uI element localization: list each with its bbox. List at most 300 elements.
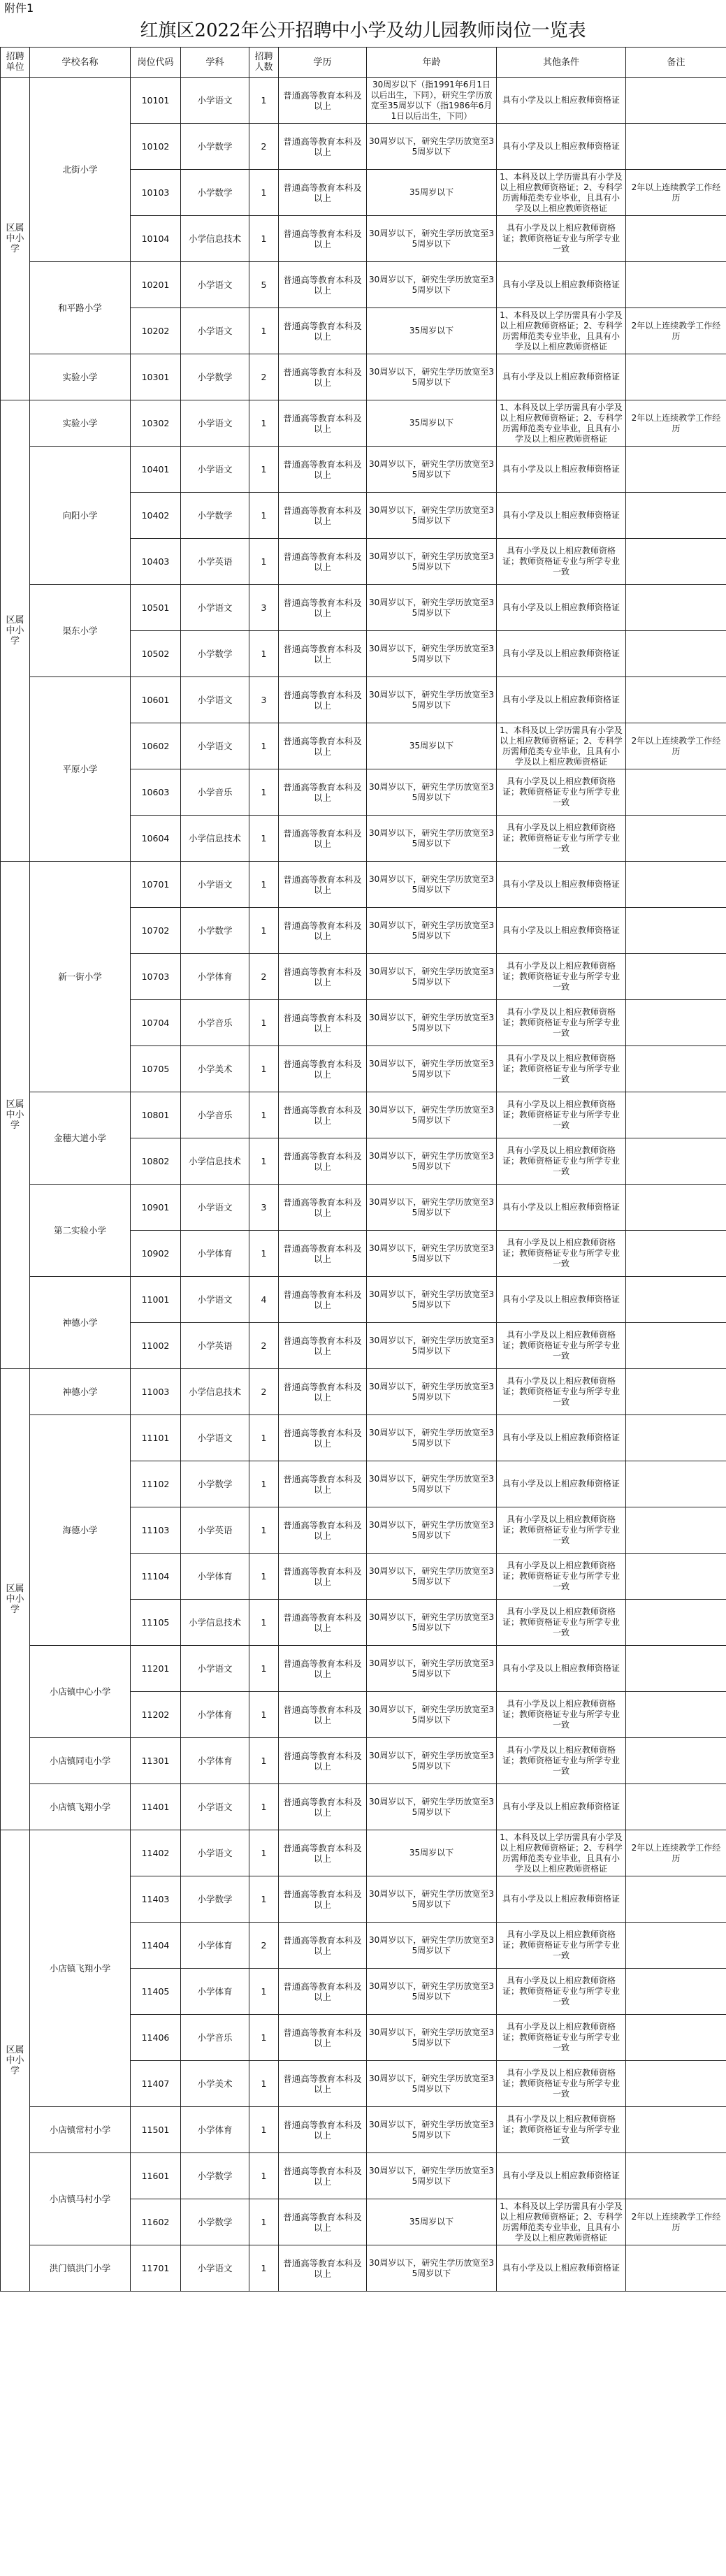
headcount-cell: 1 <box>249 170 279 216</box>
education-cell: 普通高等教育本科及以上 <box>279 1923 367 1969</box>
subject-cell: 小学语文 <box>181 862 249 908</box>
age-cell: 30周岁以下，研究生学历放宽至35周岁以下 <box>367 354 497 400</box>
remarks-cell <box>626 1000 726 1046</box>
table-row <box>1 677 726 723</box>
age-cell: 30周岁以下，研究生学历放宽至35周岁以下 <box>367 1600 497 1646</box>
position-code-cell: 10705 <box>131 1046 181 1092</box>
conditions-cell: 具有小学及以上相应教师资格证；教师资格证专业与所学专业一致 <box>497 1554 626 1600</box>
education-cell: 普通高等教育本科及以上 <box>279 2015 367 2061</box>
remarks-cell <box>626 493 726 539</box>
conditions-cell: 具有小学及以上相应教师资格证；教师资格证专业与所学专业一致 <box>497 2107 626 2153</box>
education-cell: 普通高等教育本科及以上 <box>279 908 367 954</box>
table-row <box>1 447 726 493</box>
remarks-cell <box>626 539 726 585</box>
remarks-cell <box>626 677 726 723</box>
subject-cell: 小学音乐 <box>181 1000 249 1046</box>
remarks-cell <box>626 1046 726 1092</box>
subject-cell: 小学数学 <box>181 124 249 170</box>
subject-cell: 小学音乐 <box>181 769 249 816</box>
position-code-cell: 10103 <box>131 170 181 216</box>
education-cell: 普通高等教育本科及以上 <box>279 1876 367 1923</box>
conditions-cell: 具有小学及以上相应教师资格证；教师资格证专业与所学专业一致 <box>497 1138 626 1185</box>
position-code-cell: 10201 <box>131 262 181 308</box>
remarks-cell <box>626 354 726 400</box>
subject-cell: 小学语文 <box>181 308 249 354</box>
education-cell: 普通高等教育本科及以上 <box>279 78 367 124</box>
education-cell: 普通高等教育本科及以上 <box>279 493 367 539</box>
conditions-cell: 1、本科及以上学历需具有小学及以上相应教师资格证；2、专科学历需师范类专业毕业，且具有小学及以上相应教师资格证 <box>497 308 626 354</box>
subject-cell: 小学美术 <box>181 2061 249 2107</box>
age-cell: 30周岁以下，研究生学历放宽至35周岁以下 <box>367 1277 497 1323</box>
education-cell: 普通高等教育本科及以上 <box>279 1000 367 1046</box>
headcount-cell: 3 <box>249 1185 279 1231</box>
headcount-cell: 1 <box>249 216 279 262</box>
col-header-remarks: 备注 <box>626 48 726 78</box>
headcount-cell: 1 <box>249 1784 279 1830</box>
education-cell: 普通高等教育本科及以上 <box>279 2153 367 2199</box>
age-cell: 35周岁以下 <box>367 170 497 216</box>
conditions-cell: 具有小学及以上相应教师资格证；教师资格证专业与所学专业一致 <box>497 1600 626 1646</box>
subject-cell: 小学语文 <box>181 400 249 447</box>
conditions-cell: 具有小学及以上相应教师资格证 <box>497 1461 626 1507</box>
school-name-cell: 小店镇飞翔小学 <box>30 1830 131 2107</box>
subject-cell: 小学数学 <box>181 631 249 677</box>
conditions-cell: 具有小学及以上相应教师资格证；教师资格证专业与所学专业一致 <box>497 1369 626 1415</box>
age-cell: 30周岁以下，研究生学历放宽至35周岁以下 <box>367 539 497 585</box>
position-code-cell: 10801 <box>131 1092 181 1138</box>
education-cell: 普通高等教育本科及以上 <box>279 1277 367 1323</box>
school-name-cell: 小店镇中心小学 <box>30 1646 131 1738</box>
headcount-cell: 1 <box>249 862 279 908</box>
education-cell: 普通高等教育本科及以上 <box>279 1138 367 1185</box>
table-row <box>1 400 726 447</box>
remarks-cell <box>626 1969 726 2015</box>
school-name-cell: 第二实验小学 <box>30 1185 131 1277</box>
age-cell: 30周岁以下，研究生学历放宽至35周岁以下 <box>367 1507 497 1554</box>
conditions-cell: 具有小学及以上相应教师资格证；教师资格证专业与所学专业一致 <box>497 2061 626 2107</box>
school-name-cell: 金穗大道小学 <box>30 1092 131 1185</box>
headcount-cell: 1 <box>249 2107 279 2153</box>
headcount-cell: 1 <box>249 308 279 354</box>
remarks-cell <box>626 2061 726 2107</box>
subject-cell: 小学语文 <box>181 1277 249 1323</box>
education-cell: 普通高等教育本科及以上 <box>279 2107 367 2153</box>
position-code-cell: 11104 <box>131 1554 181 1600</box>
position-code-cell: 11105 <box>131 1600 181 1646</box>
school-name-cell: 神德小学 <box>30 1369 131 1415</box>
col-header-school: 学校名称 <box>30 48 131 78</box>
subject-cell: 小学语文 <box>181 1784 249 1830</box>
age-cell: 30周岁以下，研究生学历放宽至35周岁以下 <box>367 1185 497 1231</box>
subject-cell: 小学数学 <box>181 2153 249 2199</box>
subject-cell: 小学语文 <box>181 1830 249 1876</box>
conditions-cell: 1、本科及以上学历需具有小学及以上相应教师资格证；2、专科学历需师范类专业毕业，且具有小学及以上相应教师资格证 <box>497 723 626 769</box>
education-cell: 普通高等教育本科及以上 <box>279 2061 367 2107</box>
conditions-cell: 具有小学及以上相应教师资格证；教师资格证专业与所学专业一致 <box>497 816 626 862</box>
conditions-cell: 具有小学及以上相应教师资格证；教师资格证专业与所学专业一致 <box>497 1969 626 2015</box>
conditions-cell: 具有小学及以上相应教师资格证 <box>497 585 626 631</box>
subject-cell: 小学语文 <box>181 447 249 493</box>
age-cell: 30周岁以下，研究生学历放宽至35周岁以下 <box>367 1138 497 1185</box>
position-code-cell: 10302 <box>131 400 181 447</box>
headcount-cell: 1 <box>249 2199 279 2245</box>
position-code-cell: 11405 <box>131 1969 181 2015</box>
headcount-cell: 1 <box>249 1461 279 1507</box>
remarks-cell <box>626 1923 726 1969</box>
age-cell: 30周岁以下，研究生学历放宽至35周岁以下 <box>367 1646 497 1692</box>
subject-cell: 小学体育 <box>181 2107 249 2153</box>
conditions-cell: 具有小学及以上相应教师资格证 <box>497 677 626 723</box>
age-cell: 30周岁以下，研究生学历放宽至35周岁以下 <box>367 677 497 723</box>
education-cell: 普通高等教育本科及以上 <box>279 400 367 447</box>
conditions-cell: 具有小学及以上相应教师资格证 <box>497 1876 626 1923</box>
education-cell: 普通高等教育本科及以上 <box>279 539 367 585</box>
remarks-cell <box>626 2015 726 2061</box>
page-title: 红旗区2022年公开招聘中小学及幼儿园教师岗位一览表 <box>140 20 586 41</box>
remarks-cell <box>626 816 726 862</box>
age-cell: 30周岁以下，研究生学历放宽至35周岁以下 <box>367 493 497 539</box>
position-code-cell: 10703 <box>131 954 181 1000</box>
position-code-cell: 11102 <box>131 1461 181 1507</box>
conditions-cell: 1、本科及以上学历需具有小学及以上相应教师资格证；2、专科学历需师范类专业毕业，且具有小学及以上相应教师资格证 <box>497 2199 626 2245</box>
conditions-cell: 具有小学及以上相应教师资格证；教师资格证专业与所学专业一致 <box>497 1000 626 1046</box>
school-name-cell: 平原小学 <box>30 677 131 862</box>
headcount-cell: 1 <box>249 1046 279 1092</box>
conditions-cell: 具有小学及以上相应教师资格证 <box>497 1277 626 1323</box>
subject-cell: 小学信息技术 <box>181 216 249 262</box>
headcount-cell: 2 <box>249 1323 279 1369</box>
age-cell: 30周岁以下，研究生学历放宽至35周岁以下 <box>367 2061 497 2107</box>
headcount-cell: 1 <box>249 447 279 493</box>
remarks-cell <box>626 1461 726 1507</box>
subject-cell: 小学信息技术 <box>181 1138 249 1185</box>
subject-cell: 小学体育 <box>181 1738 249 1784</box>
age-cell: 30周岁以下（指1991年6月1日以后出生，下同），研究生学历放宽至35周岁以下（指1986年6月1日以后出生，下同） <box>367 78 497 124</box>
position-code-cell: 10704 <box>131 1000 181 1046</box>
conditions-cell: 具有小学及以上相应教师资格证；教师资格证专业与所学专业一致 <box>497 954 626 1000</box>
school-name-cell: 小店镇同屯小学 <box>30 1738 131 1784</box>
subject-cell: 小学信息技术 <box>181 1600 249 1646</box>
remarks-cell: 2年以上连续教学工作经历 <box>626 723 726 769</box>
remarks-cell <box>626 1369 726 1415</box>
table-row <box>1 1830 726 1876</box>
subject-cell: 小学英语 <box>181 1323 249 1369</box>
subject-cell: 小学体育 <box>181 1231 249 1277</box>
subject-cell: 小学体育 <box>181 1969 249 2015</box>
position-code-cell: 10604 <box>131 816 181 862</box>
education-cell: 普通高等教育本科及以上 <box>279 308 367 354</box>
subject-cell: 小学数学 <box>181 2199 249 2245</box>
position-code-cell: 11103 <box>131 1507 181 1554</box>
education-cell: 普通高等教育本科及以上 <box>279 1692 367 1738</box>
table-row <box>1 1784 726 1830</box>
conditions-cell: 具有小学及以上相应教师资格证 <box>497 78 626 124</box>
education-cell: 普通高等教育本科及以上 <box>279 354 367 400</box>
subject-cell: 小学数学 <box>181 493 249 539</box>
position-code-cell: 10104 <box>131 216 181 262</box>
headcount-cell: 1 <box>249 1231 279 1277</box>
remarks-cell <box>626 908 726 954</box>
remarks-cell <box>626 1507 726 1554</box>
remarks-cell <box>626 862 726 908</box>
age-cell: 30周岁以下，研究生学历放宽至35周岁以下 <box>367 447 497 493</box>
conditions-cell: 具有小学及以上相应教师资格证 <box>497 447 626 493</box>
subject-cell: 小学语文 <box>181 585 249 631</box>
remarks-cell <box>626 2107 726 2153</box>
education-cell: 普通高等教育本科及以上 <box>279 1738 367 1784</box>
remarks-cell <box>626 631 726 677</box>
headcount-cell: 1 <box>249 1738 279 1784</box>
subject-cell: 小学音乐 <box>181 1092 249 1138</box>
headcount-cell: 2 <box>249 1369 279 1415</box>
headcount-cell: 1 <box>249 2153 279 2199</box>
subject-cell: 小学音乐 <box>181 2015 249 2061</box>
headcount-cell: 1 <box>249 2061 279 2107</box>
headcount-cell: 1 <box>249 400 279 447</box>
table-row <box>1 1277 726 1323</box>
education-cell: 普通高等教育本科及以上 <box>279 124 367 170</box>
subject-cell: 小学数学 <box>181 1876 249 1923</box>
conditions-cell: 具有小学及以上相应教师资格证 <box>497 493 626 539</box>
remarks-cell: 2年以上连续教学工作经历 <box>626 170 726 216</box>
headcount-cell: 1 <box>249 1092 279 1138</box>
age-cell: 30周岁以下，研究生学历放宽至35周岁以下 <box>367 816 497 862</box>
position-code-cell: 10603 <box>131 769 181 816</box>
education-cell: 普通高等教育本科及以上 <box>279 816 367 862</box>
age-cell: 30周岁以下，研究生学历放宽至35周岁以下 <box>367 1092 497 1138</box>
remarks-cell <box>626 1600 726 1646</box>
unit-cell: 区属中小学 <box>1 1830 30 2292</box>
subject-cell: 小学语文 <box>181 1646 249 1692</box>
attachment-label: 附件1 <box>4 1 34 15</box>
remarks-cell <box>626 1646 726 1692</box>
headcount-cell: 1 <box>249 1507 279 1554</box>
age-cell: 30周岁以下，研究生学历放宽至35周岁以下 <box>367 631 497 677</box>
remarks-cell <box>626 1554 726 1600</box>
position-code-cell: 11406 <box>131 2015 181 2061</box>
conditions-cell: 1、本科及以上学历需具有小学及以上相应教师资格证；2、专科学历需师范类专业毕业，且具有小学及以上相应教师资格证 <box>497 170 626 216</box>
conditions-cell: 具有小学及以上相应教师资格证；教师资格证专业与所学专业一致 <box>497 1231 626 1277</box>
age-cell: 30周岁以下，研究生学历放宽至35周岁以下 <box>367 2107 497 2153</box>
conditions-cell: 具有小学及以上相应教师资格证 <box>497 631 626 677</box>
age-cell: 35周岁以下 <box>367 308 497 354</box>
headcount-cell: 1 <box>249 493 279 539</box>
remarks-cell: 2年以上连续教学工作经历 <box>626 308 726 354</box>
conditions-cell: 具有小学及以上相应教师资格证 <box>497 908 626 954</box>
school-name-cell: 实验小学 <box>30 400 131 447</box>
position-code-cell: 11403 <box>131 1876 181 1923</box>
school-name-cell: 神德小学 <box>30 1277 131 1369</box>
table-row <box>1 2153 726 2199</box>
conditions-cell: 具有小学及以上相应教师资格证；教师资格证专业与所学专业一致 <box>497 1507 626 1554</box>
headcount-cell: 5 <box>249 262 279 308</box>
remarks-cell: 2年以上连续教学工作经历 <box>626 1830 726 1876</box>
remarks-cell <box>626 2153 726 2199</box>
conditions-cell: 具有小学及以上相应教师资格证 <box>497 262 626 308</box>
remarks-cell <box>626 1784 726 1830</box>
col-header-code: 岗位代码 <box>131 48 181 78</box>
age-cell: 35周岁以下 <box>367 400 497 447</box>
conditions-cell: 具有小学及以上相应教师资格证；教师资格证专业与所学专业一致 <box>497 2015 626 2061</box>
recruitment-table <box>0 47 726 2292</box>
headcount-cell: 1 <box>249 1415 279 1461</box>
headcount-cell: 1 <box>249 1600 279 1646</box>
school-name-cell: 新一街小学 <box>30 862 131 1092</box>
age-cell: 35周岁以下 <box>367 723 497 769</box>
headcount-cell: 1 <box>249 769 279 816</box>
remarks-cell <box>626 1415 726 1461</box>
remarks-cell <box>626 1692 726 1738</box>
position-code-cell: 11202 <box>131 1692 181 1738</box>
age-cell: 30周岁以下，研究生学历放宽至35周岁以下 <box>367 1923 497 1969</box>
table-row <box>1 262 726 308</box>
unit-cell: 区属中小学 <box>1 400 30 862</box>
age-cell: 30周岁以下，研究生学历放宽至35周岁以下 <box>367 2153 497 2199</box>
position-code-cell: 11601 <box>131 2153 181 2199</box>
position-code-cell: 11407 <box>131 2061 181 2107</box>
age-cell: 30周岁以下，研究生学历放宽至35周岁以下 <box>367 2245 497 2292</box>
headcount-cell: 1 <box>249 539 279 585</box>
school-name-cell: 小店镇马村小学 <box>30 2153 131 2245</box>
headcount-cell: 1 <box>249 2245 279 2292</box>
headcount-cell: 1 <box>249 1876 279 1923</box>
school-name-cell: 实验小学 <box>30 354 131 400</box>
remarks-cell <box>626 1185 726 1231</box>
school-name-cell: 小店镇飞翔小学 <box>30 1784 131 1830</box>
education-cell: 普通高等教育本科及以上 <box>279 1046 367 1092</box>
education-cell: 普通高等教育本科及以上 <box>279 447 367 493</box>
position-code-cell: 11001 <box>131 1277 181 1323</box>
headcount-cell: 2 <box>249 954 279 1000</box>
school-name-cell: 和平路小学 <box>30 262 131 354</box>
headcount-cell: 1 <box>249 1646 279 1692</box>
conditions-cell: 具有小学及以上相应教师资格证；教师资格证专业与所学专业一致 <box>497 1323 626 1369</box>
position-code-cell: 10902 <box>131 1231 181 1277</box>
position-code-cell: 10401 <box>131 447 181 493</box>
conditions-cell: 具有小学及以上相应教师资格证 <box>497 1784 626 1830</box>
subject-cell: 小学数学 <box>181 1461 249 1507</box>
age-cell: 30周岁以下，研究生学历放宽至35周岁以下 <box>367 1692 497 1738</box>
education-cell: 普通高等教育本科及以上 <box>279 1969 367 2015</box>
headcount-cell: 3 <box>249 585 279 631</box>
remarks-cell <box>626 216 726 262</box>
headcount-cell: 1 <box>249 78 279 124</box>
col-header-count: 招聘人数 <box>249 48 279 78</box>
education-cell: 普通高等教育本科及以上 <box>279 1369 367 1415</box>
headcount-cell: 1 <box>249 631 279 677</box>
position-code-cell: 10301 <box>131 354 181 400</box>
col-header-education: 学历 <box>279 48 367 78</box>
age-cell: 30周岁以下，研究生学历放宽至35周岁以下 <box>367 1415 497 1461</box>
conditions-cell: 具有小学及以上相应教师资格证；教师资格证专业与所学专业一致 <box>497 1046 626 1092</box>
position-code-cell: 10901 <box>131 1185 181 1231</box>
education-cell: 普通高等教育本科及以上 <box>279 862 367 908</box>
age-cell: 35周岁以下 <box>367 1830 497 1876</box>
table-row <box>1 862 726 908</box>
table-row <box>1 1415 726 1461</box>
position-code-cell: 11003 <box>131 1369 181 1415</box>
headcount-cell: 3 <box>249 677 279 723</box>
education-cell: 普通高等教育本科及以上 <box>279 1784 367 1830</box>
remarks-cell <box>626 2245 726 2292</box>
subject-cell: 小学数学 <box>181 354 249 400</box>
school-name-cell: 向阳小学 <box>30 447 131 585</box>
subject-cell: 小学美术 <box>181 1046 249 1092</box>
subject-cell: 小学语文 <box>181 677 249 723</box>
remarks-cell <box>626 1738 726 1784</box>
headcount-cell: 1 <box>249 1692 279 1738</box>
remarks-cell <box>626 1277 726 1323</box>
education-cell: 普通高等教育本科及以上 <box>279 1830 367 1876</box>
age-cell: 30周岁以下，研究生学历放宽至35周岁以下 <box>367 262 497 308</box>
headcount-cell: 4 <box>249 1277 279 1323</box>
unit-cell: 区属中小学 <box>1 862 30 1369</box>
headcount-cell: 1 <box>249 1138 279 1185</box>
conditions-cell: 具有小学及以上相应教师资格证；教师资格证专业与所学专业一致 <box>497 1692 626 1738</box>
conditions-cell: 具有小学及以上相应教师资格证 <box>497 862 626 908</box>
education-cell: 普通高等教育本科及以上 <box>279 1600 367 1646</box>
age-cell: 30周岁以下，研究生学历放宽至35周岁以下 <box>367 1738 497 1784</box>
remarks-cell: 2年以上连续教学工作经历 <box>626 400 726 447</box>
remarks-cell <box>626 262 726 308</box>
position-code-cell: 10602 <box>131 723 181 769</box>
age-cell: 30周岁以下，研究生学历放宽至35周岁以下 <box>367 954 497 1000</box>
subject-cell: 小学数学 <box>181 170 249 216</box>
education-cell: 普通高等教育本科及以上 <box>279 2245 367 2292</box>
position-code-cell: 10802 <box>131 1138 181 1185</box>
table-row <box>1 1646 726 1692</box>
unit-cell: 区属中小学 <box>1 1369 30 1830</box>
unit-cell: 区属中小学 <box>1 78 30 400</box>
conditions-cell: 具有小学及以上相应教师资格证 <box>497 1646 626 1692</box>
school-name-cell: 北街小学 <box>30 78 131 262</box>
position-code-cell: 10403 <box>131 539 181 585</box>
subject-cell: 小学语文 <box>181 1185 249 1231</box>
remarks-cell <box>626 78 726 124</box>
age-cell: 30周岁以下，研究生学历放宽至35周岁以下 <box>367 1554 497 1600</box>
age-cell: 30周岁以下，研究生学历放宽至35周岁以下 <box>367 2015 497 2061</box>
remarks-cell: 2年以上连续教学工作经历 <box>626 2199 726 2245</box>
table-row <box>1 1185 726 1231</box>
conditions-cell: 具有小学及以上相应教师资格证；教师资格证专业与所学专业一致 <box>497 1092 626 1138</box>
subject-cell: 小学体育 <box>181 1923 249 1969</box>
education-cell: 普通高等教育本科及以上 <box>279 1185 367 1231</box>
col-header-conditions: 其他条件 <box>497 48 626 78</box>
position-code-cell: 10402 <box>131 493 181 539</box>
headcount-cell: 1 <box>249 908 279 954</box>
age-cell: 30周岁以下，研究生学历放宽至35周岁以下 <box>367 862 497 908</box>
remarks-cell <box>626 585 726 631</box>
age-cell: 30周岁以下，研究生学历放宽至35周岁以下 <box>367 908 497 954</box>
subject-cell: 小学信息技术 <box>181 816 249 862</box>
table-row <box>1 1738 726 1784</box>
remarks-cell <box>626 1323 726 1369</box>
conditions-cell: 具有小学及以上相应教师资格证；教师资格证专业与所学专业一致 <box>497 216 626 262</box>
col-header-subject: 学科 <box>181 48 249 78</box>
position-code-cell: 11701 <box>131 2245 181 2292</box>
education-cell: 普通高等教育本科及以上 <box>279 1554 367 1600</box>
education-cell: 普通高等教育本科及以上 <box>279 1231 367 1277</box>
position-code-cell: 11401 <box>131 1784 181 1830</box>
conditions-cell: 具有小学及以上相应教师资格证；教师资格证专业与所学专业一致 <box>497 1923 626 1969</box>
subject-cell: 小学语文 <box>181 2245 249 2292</box>
position-code-cell: 11301 <box>131 1738 181 1784</box>
position-code-cell: 11501 <box>131 2107 181 2153</box>
position-code-cell: 11101 <box>131 1415 181 1461</box>
subject-cell: 小学语文 <box>181 1415 249 1461</box>
education-cell: 普通高等教育本科及以上 <box>279 677 367 723</box>
headcount-cell: 1 <box>249 1969 279 2015</box>
